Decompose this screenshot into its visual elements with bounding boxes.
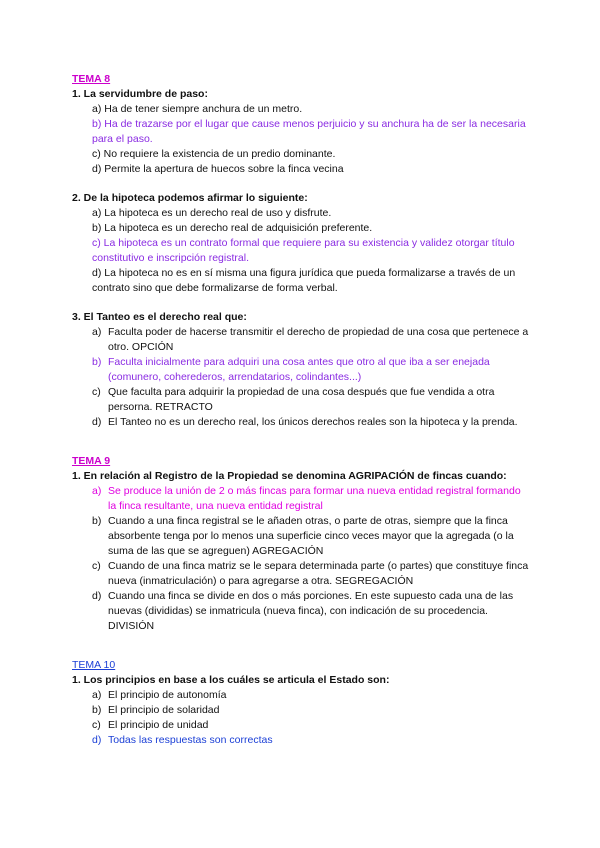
tema8-q1-option-c: c) No requiere la existencia de un predio dominante. [92, 148, 336, 160]
tema9-q1-option-a: a) Se produce la unión de 2 o más fincas para formar una nueva entidad registral formando la finca resultante, una nueva entidad registral [92, 485, 521, 512]
tema9-q1-option-b: b) Cuando a una finca registral se le añaden otras, o parte de otras, siempre que la finca absorbente tenga por lo menos una superficie cinco veces mayor que la agregada (o la suma de las que se agreguen) AGREGACIÓN [92, 515, 514, 557]
tema-10-heading: TEMA 10 [72, 659, 116, 671]
tema10-q1-option-a: a) El principio de autonomía [92, 689, 227, 701]
tema10-q1-option-b: b) El principio de solaridad [92, 704, 220, 716]
tema10-q1-option-d: d) Todas las respuestas son correctas [92, 734, 273, 746]
tema8-q2-option-b: b) La hipoteca es un derecho real de adquisición preferente. [92, 222, 373, 234]
tema8-q1-option-d: d) Permite la apertura de huecos sobre la finca vecina [92, 163, 344, 175]
tema10-q1-options [72, 688, 530, 748]
document-page [72, 72, 530, 748]
tema9-q1-option-c: c) Cuando de una finca matriz se le separa determinada parte (o partes) que constituye finca nueva (inmatriculación) o para agregarse a otra. SEGREGACIÓN [92, 560, 529, 587]
tema8-q3-option-a: a) Faculta poder de hacerse transmitir el derecho de propiedad de una cosa que pertenece a otro. OPCIÓN [92, 326, 529, 353]
tema-9-heading: TEMA 9 [72, 455, 111, 467]
tema8-q3-option-b: b) Faculta inicialmente para adquiri una cosa antes que otro al que iba a ser enejada (comunero, coherederos, arrendatarios, colindantes...) [92, 356, 490, 383]
tema10-q1-option-c: c) El principio de unidad [92, 719, 209, 731]
tema8-q2-option-a: a) La hipoteca es un derecho real de uso y disfrute. [92, 207, 332, 219]
tema8-q3-question: 3. El Tanteo es el derecho real que: [72, 311, 247, 323]
tema9-q1-option-d: d) Cuando una finca se divide en dos o más porciones. En este supuesto cada una de las nuevas (divididas) se inmatricula (nueva finca), con indicación de su procedencia. DIVISIÓN [92, 590, 514, 632]
tema9-q1-question: 1. En relación al Registro de la Propiedad se denomina AGRIPACIÓN de fincas cuando: [72, 470, 507, 482]
tema8-q1-option-b: b) Ha de trazarse por el lugar que cause menos perjuicio y su anchura ha de ser la necesaria para el paso. [92, 118, 526, 145]
tema10-q1-question: 1. Los principios en base a los cuáles se articula el Estado son: [72, 674, 390, 686]
tema-8-heading: TEMA 8 [72, 73, 111, 85]
tema8-q2-options [72, 206, 530, 296]
tema8-q3-option-c: c) Que faculta para adquirir la propiedad de una cosa después que fue vendida a otra persorna. RETRACTO [92, 386, 495, 413]
tema8-q1-question: 1. La servidumbre de paso: [72, 88, 208, 100]
tema8-q2-question: 2. De la hipoteca podemos afirmar lo siguiente: [72, 192, 308, 204]
tema8-q3-option-d: d) El Tanteo no es un derecho real, los únicos derechos reales son la hipoteca y la prenda. [92, 416, 518, 428]
tema8-q3-options [72, 325, 530, 430]
tema8-q1-option-a: a) Ha de tener siempre anchura de un metro. [92, 103, 303, 115]
tema9-q1-options [72, 484, 530, 634]
tema8-q1-options [72, 102, 530, 177]
tema8-q2-option-c: c) La hipoteca es un contrato formal que requiere para su existencia y validez otorgar título constitutivo e inscripción registral. [92, 237, 515, 264]
tema8-q2-option-d: d) La hipoteca no es en sí misma una figura jurídica que pueda formalizarse a través de un contrato sino que debe formalizarse de forma verbal. [92, 267, 516, 294]
